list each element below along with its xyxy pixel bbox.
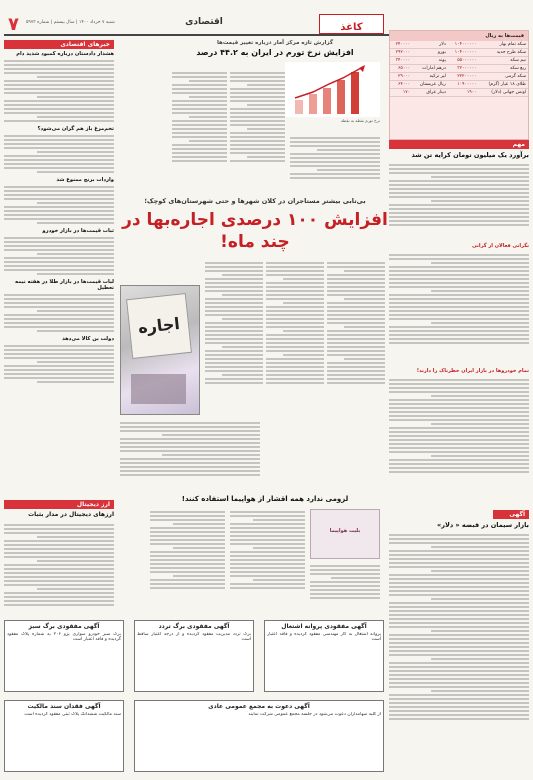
rent-sign [126, 293, 192, 359]
left-story-text [4, 343, 114, 385]
top-story-text-left [172, 70, 227, 190]
left-story [4, 229, 114, 277]
ad-body: پروانه اشتغال به کار مهندسی مفقود گردیده و فاقد اعتبار است [267, 632, 381, 642]
price-cell: ۱۹۰۰ [448, 89, 479, 97]
price-cell: ۱۰۴۰۰۰۰۰۰ [448, 41, 479, 49]
ad-box [134, 620, 254, 692]
left-story-headline: لبات قیمت‌ها در بازار طلا در هفته نیمه تعطیل [15, 278, 114, 291]
ad-body: سند مالکیت ششدانگ پلاک ثبتی مفقود گردیده است [24, 712, 121, 717]
left-story [4, 127, 114, 175]
middle-lower-text-c [310, 563, 380, 609]
chart-caption: نرخ تورم نقطه به نقطه [341, 118, 380, 123]
ad-box [134, 700, 384, 772]
ticket-label: بلیت هواپیما [329, 528, 361, 534]
ad-title: آگهی مفقودی برگ سبز [28, 623, 100, 630]
price-row [390, 49, 528, 57]
price-cell: لیر ترکیه [412, 73, 448, 81]
top-story-text-right [290, 135, 380, 190]
left-story-headline: دولت بن کالا می‌دهد [62, 335, 114, 342]
left-lower [4, 512, 114, 632]
lead-story-kicker: بی‌تابی بیشتر مستاجران در کلان شهرها و حتی شهرستان‌های کوچک؛ [144, 197, 366, 205]
price-cell: نیم سکه [479, 57, 528, 65]
price-row [390, 73, 528, 81]
price-cell: دینار عراق [412, 89, 448, 97]
left-story-headline: تخم‌مرغ باز هم گران می‌شود؟ [37, 125, 114, 132]
left-lower-text [4, 522, 114, 627]
left-lower-tag: ارز دیجیتال [4, 500, 114, 509]
left-story [4, 52, 114, 124]
price-row [390, 65, 528, 73]
right-headline: برآورد یک میلیون تومان کرایه تن شد [411, 151, 529, 159]
price-cell: اونس جهانی (دلار) [479, 89, 528, 97]
left-story-headline: واردات برنج ممنوع شد [56, 176, 114, 183]
middle-lower-text-b [230, 509, 305, 609]
rent-photo [120, 285, 200, 415]
lead-story [120, 198, 390, 258]
left-story-text [4, 133, 114, 175]
lead-text-4 [120, 420, 260, 490]
paper-logo [319, 14, 384, 34]
ad-title: آگهی دعوت به مجمع عمومی عادی [208, 703, 310, 710]
red-band: مهم [389, 140, 529, 149]
right-text-b [389, 252, 529, 367]
price-cell: ۲۹۰۰۰ [390, 73, 412, 81]
top-story-kicker: گزارش تازه مرکز آمار درباره تغییر قیمت‌ها [216, 40, 334, 46]
price-cell: دلار [412, 41, 448, 49]
right-lower [389, 522, 529, 772]
ad-body: برگ سبز خودرو سواری پژو ۲۰۶ به شماره پلاک مفقود گردیده و فاقد اعتبار است [7, 632, 121, 642]
left-story-text [4, 292, 114, 334]
page-number: ۷ [8, 14, 19, 35]
left-lower-headline: ارزهای دیجیتال در مدار بثبات [28, 511, 114, 518]
left-story-text [4, 184, 114, 226]
ad-title: آگهی مفقودی برگ تردد [158, 623, 230, 630]
price-cell: پوند [412, 57, 448, 65]
date-line: شنبه ۷ خرداد ۱۴۰۰ | سال بیستم | شماره ۵۹۷۳ [26, 20, 115, 25]
lead-text-3 [327, 260, 385, 420]
left-story-headline: ثبات قیمت‌ها در بازار خودرو [42, 227, 114, 234]
price-cell: ۱۰۴۰۰۰۰۰۰ [448, 49, 479, 57]
lead-story-headline: افزایش ۱۰۰ درصدی اجاره‌بها در چند ماه! [122, 210, 388, 253]
price-cell: ۵۵۰۰۰۰۰۰ [448, 57, 479, 65]
top-story-text-mid [230, 70, 285, 190]
ad-box [264, 620, 384, 692]
right-lower-headline: بازار سیمان در قبضه « دلار» [437, 521, 529, 529]
price-row [390, 89, 528, 97]
right-text-a [389, 162, 529, 242]
top-story-headline: افزایش نرخ تورم در ایران به ۴۴.۲ درصد [196, 48, 354, 58]
price-cell: طلای ۱۸ عیار (گرم) [479, 81, 528, 89]
left-story-text [4, 235, 114, 277]
ad-body: از کلیه سهامداران دعوت می‌شود در جلسه مجمع عمومی شرکت نمایند [248, 712, 381, 717]
price-cell: سکه تمام بهار [479, 41, 528, 49]
price-cell: ۶۵۰۰۰ [390, 65, 412, 73]
price-cell: ربع سکه [479, 65, 528, 73]
price-row [390, 41, 528, 49]
ads-area [4, 620, 384, 776]
price-cell: ۶۴۰۰۰ [390, 81, 412, 89]
price-row [390, 57, 528, 65]
ad-title: آگهی مفقودی پروانه اشتغال [281, 623, 367, 630]
right-subhead-1: نگرانی فعالان از گرانی [472, 243, 529, 250]
right-lower-tag: آگهی [493, 510, 529, 519]
left-story [4, 280, 114, 334]
left-section-tag: خبرهای اقتصادی [4, 40, 114, 49]
price-cell: ۳۴۰۰۰۰ [390, 57, 412, 65]
price-cell: ۲۴۰۰۰۰ [390, 41, 412, 49]
ad-box [4, 620, 124, 692]
price-cell: سکه گرمی [479, 73, 528, 81]
inflation-chart [285, 62, 380, 123]
left-story-text [4, 58, 114, 124]
paper-stack [131, 374, 186, 404]
price-cell: سکه طرح جدید [479, 49, 528, 57]
price-cell: درهم امارات [412, 65, 448, 73]
right-text-c [389, 377, 529, 497]
left-story [4, 337, 114, 385]
middle-lower-text-a [150, 509, 225, 609]
middle-lower-headline: لزومی ندارد همه اقشار از هواپیما استفاده کنند! [181, 495, 349, 503]
left-column [4, 52, 114, 492]
price-cell: ۱۰۹۰۰۰۰۰ [448, 81, 479, 89]
price-cell: یورو [412, 49, 448, 57]
section-title: اقتصادی [185, 17, 223, 27]
left-story [4, 178, 114, 226]
middle-lower [150, 495, 380, 615]
price-box-title: قیمت‌ها به ریال [390, 31, 528, 41]
ticket-image [310, 509, 380, 559]
photo-caption: اجاره [137, 313, 181, 338]
lead-text-2 [266, 260, 324, 420]
right-lower-text [389, 532, 529, 772]
paper-name: کاغذ [340, 22, 363, 33]
price-row [390, 81, 528, 89]
price-cell: ۳۲۰۰۰۰۰۰ [448, 65, 479, 73]
ad-body: برگ تردد مدیریت مفقود گردیده و از درجه اعتبار ساقط است [137, 632, 251, 642]
ad-title: آگهی فقدان سند مالکیت [27, 703, 101, 710]
right-column [389, 152, 529, 507]
price-cell: ۲۹۲۰۰۰ [390, 49, 412, 57]
lead-text-1 [205, 260, 263, 420]
ad-box [4, 700, 124, 772]
right-subhead-2: تمام خودروها در بازار ایران خطرناک را دارند! [416, 368, 529, 375]
price-cell: ۲۲۲۰۰۰۰۰ [448, 73, 479, 81]
price-box [389, 30, 529, 140]
price-cell: ۱۷۰ [390, 89, 412, 97]
price-cell: ریال عربستان [412, 81, 448, 89]
left-story-headline: هشدار دادستان درباره کمبود شدید دام [16, 51, 114, 57]
price-table [390, 41, 528, 97]
